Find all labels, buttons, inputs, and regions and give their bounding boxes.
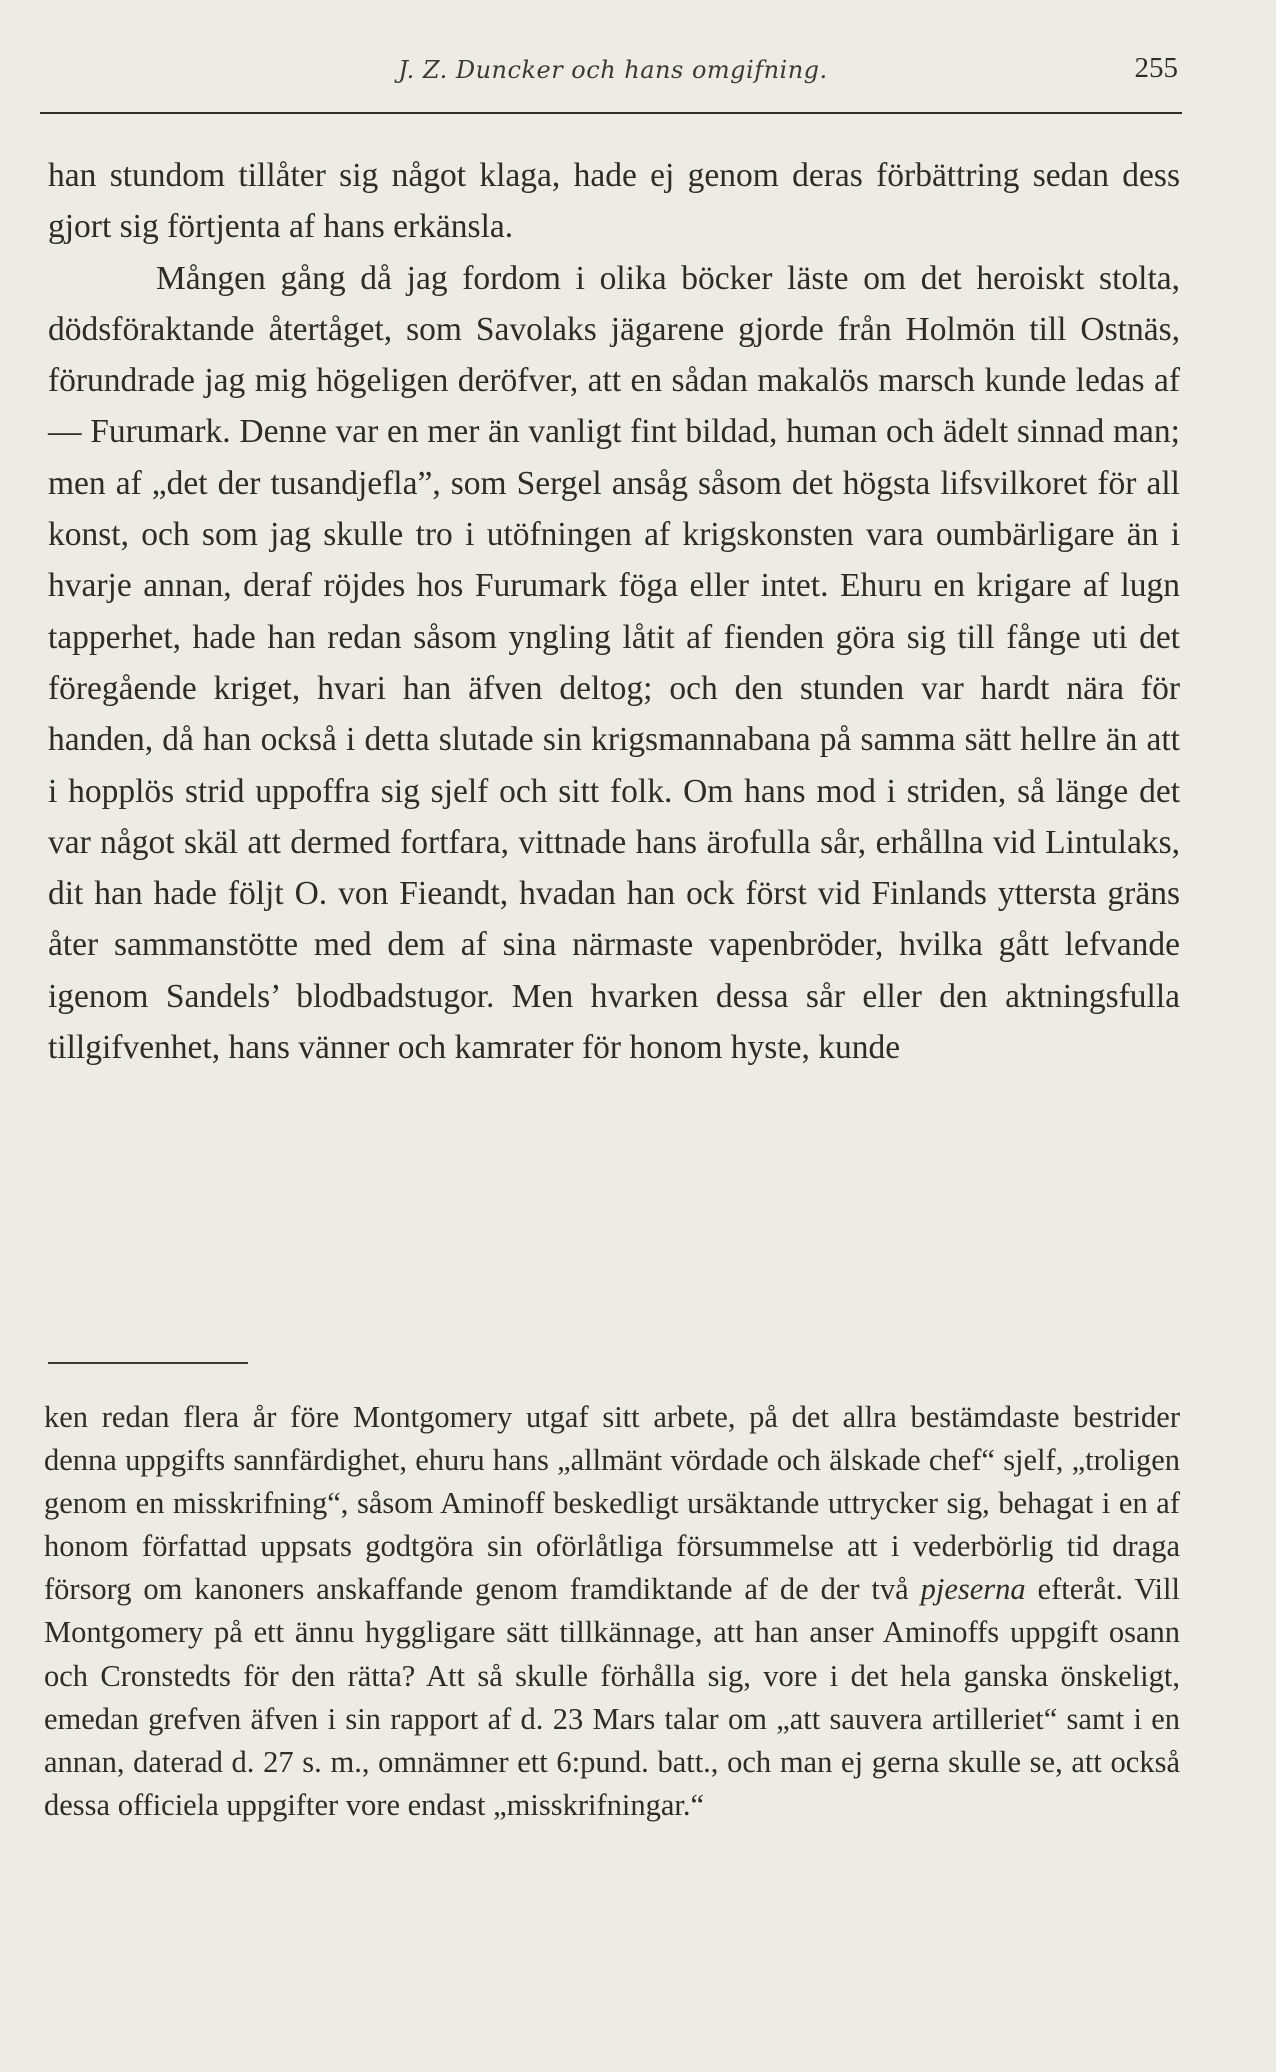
footnote-text-part-1: ken redan flera år före Montgomery utgaf sitt arbete, på det allra bestämdaste bestrider denna uppgifts sannfärdighet, ehuru hans „allmänt vördade och älskade chef“ sjelf, „troligen genom en misskrifning“, såsom Aminoff beskedligt ursäktande uttrycker sig, behagat i en af honom författad uppsats godtgöra sin oförlåtliga försummelse att i vederbörlig tid draga försorg om kanoners anskaffande genom framdiktande af de der två	[44, 1400, 1180, 1607]
running-head: J. Z. Duncker och hans omgifning.	[398, 56, 828, 84]
footnote	[44, 1396, 1180, 1827]
paragraph-1: han stundom tillåter sig något klaga, hade ej genom deras förbättring sedan dess gjort sig förtjenta af hans erkänsla.	[48, 157, 1180, 246]
footnote-italic-word: pjeserna	[920, 1572, 1026, 1607]
paragraph-2: Mången gång då jag fordom i olika böcker läste om det heroiskt stolta, dödsföraktande återtåget, som Savolaks jägarene gjorde från Holmön till Ostnäs, förundrade jag mig högeligen deröfver, att en sådan makalös marsch kunde ledas af — Furumark. Denne var en mer än vanligt fint bildad, human och ädelt sinnad man; men af „det der tusandjefla”, som Sergel ansåg såsom det högsta lifsvilkoret för all konst, och som jag skulle tro i utöfningen af krigskonsten vara oumbärligare än i hvarje annan, deraf röjdes hos Furumark föga eller intet. Ehuru en krigare af lugn tapperhet, hade han redan såsom yngling låtit af fienden göra sig till fånge uti det föregående kriget, hvari han äfven deltog; och den stunden var hardt nära för handen, då han också i detta slutade sin krigsmannabana på samma sätt hellre än att i hopplös strid uppoffra sig sjelf och sitt folk. Om hans mod i striden, så länge det var något skäl att dermed fortfara, vittnade hans ärofulla sår, erhållna vid Lintulaks, dit han hade följt O. von Fieandt, hvadan han ock först vid Finlands yttersta gräns åter sammanstötte med dem af sina närmaste vapenbröder, hvilka gått lefvande igenom Sandels’ blodbadstugor. Men hvarken dessa sår eller den aktningsfulla tillgifvenhet, hans vänner och kamrater för honom hyste, kunde	[48, 259, 1180, 1067]
page-number: 255	[1134, 52, 1178, 84]
footnote-text	[44, 1396, 1180, 1827]
footnote-rule	[48, 1362, 248, 1364]
main-text	[48, 150, 1180, 1073]
page-header	[48, 52, 1178, 92]
header-rule	[40, 112, 1182, 114]
footnote-text-part-2: efteråt. Vill Montgomery på ett ännu hyggligare sätt tillkännage, att han anser Aminoffs uppgift osann och Cronstedts för den rätta? Att så skulle förhålla sig, vore i det hela ganska önskeligt, emedan grefven äfven i sin rapport af d. 23 Mars talar om „att sauvera artilleriet“ samt i en annan, daterad d. 27 s. m., omnämner ett 6:pund. batt., och man ej gerna skulle se, att också dessa officiela uppgifter vore endast „misskrifningar.“	[44, 1572, 1180, 1822]
